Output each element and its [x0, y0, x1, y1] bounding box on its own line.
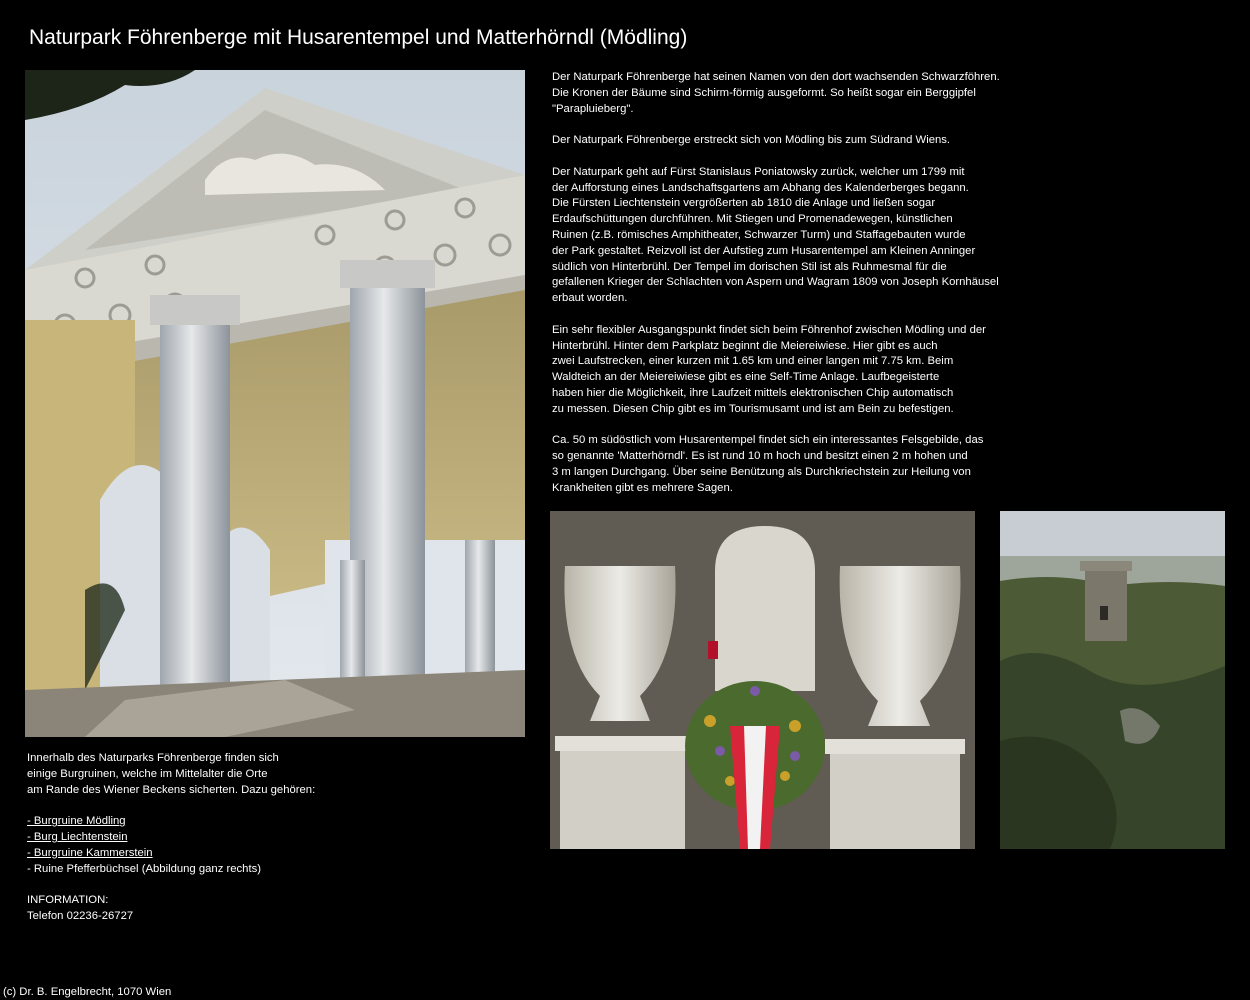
tower-photo	[1000, 511, 1225, 849]
information-label: INFORMATION:	[27, 894, 109, 907]
main-description	[552, 70, 1052, 512]
link-burgruine-kammerstein[interactable]: - Burgruine Kammerstein	[27, 846, 153, 859]
phone-number: Telefon 02236-26727	[27, 909, 134, 922]
temple-illustration	[25, 70, 525, 737]
castle-ruins-section	[27, 751, 507, 925]
page-title: Naturpark Föhrenberge mit Husarentempel und Matterhörndl (Mödling)	[29, 26, 688, 49]
castle-ruins-intro: Innerhalb des Naturparks Föhrenberge finden sich einige Burgruinen, welche im Mittelalter die Orte am Rande des Wiener Beckens sicherten. Dazu gehören:	[27, 752, 316, 796]
urns-photo	[550, 511, 975, 849]
paragraph-running-tracks: Ein sehr flexibler Ausgangspunkt findet sich beim Föhrenhof zwischen Mödling und der Hinterbrühl. Hinter dem Parkplatz beginnt die Meiereiwiese. Hier gibt es auch zwei Laufstrecken, einer kurzen mit 1.65 km und einer langen mit 7.75 km. Beim Waldteich an der Meiereiwiese gibt es eine Self-Time Anlage. Laufbegeisterte haben hier die Möglichkeit, ihre Laufzeit mittels elektronischen Chip automatisch zu messen. Diesen Chip gibt es im Tourismusamt und ist am Bein zu befestigen.	[552, 323, 986, 415]
spacer	[27, 798, 507, 814]
ruine-pfefferbuechsel-item: - Ruine Pfefferbüchsel (Abbildung ganz rechts)	[27, 862, 262, 875]
paragraph-extent: Der Naturpark Föhrenberge erstreckt sich von Mödling bis zum Südrand Wiens.	[552, 134, 951, 147]
urns-illustration	[550, 511, 975, 849]
tower-illustration	[1000, 511, 1225, 849]
paragraph-history: Der Naturpark geht auf Fürst Stanislaus Poniatowsky zurück, welcher um 1799 mit der Aufforstung eines Landschaftsgartens am Abhang des Kalenderberges begann. Die Fürsten Liechtenstein vergrößerten ab 1810 die Anlage und ließen sogar Erdaufschüttungen durchführen. Mit Stiegen und Promenadewegen, künstlichen Ruinen (z.B. römisches Amphitheater, Schwarzer Turm) und Staffagebauten wurde der Park gestaltet. Reizvoll ist der Aufstieg zum Husarentempel am Kleinen Anninger südlich von Hinterbrühl. Der Tempel im dorischen Stil ist als Ruhmesmal für die gefallenen Krieger der Schlachten von Aspern und Wagram 1809 von Joseph Kornhäusel erbaut worden.	[552, 165, 999, 305]
link-burgruine-moedling[interactable]: - Burgruine Mödling	[27, 815, 126, 828]
temple-photo	[25, 70, 525, 737]
copyright-footer: (c) Dr. B. Engelbrecht, 1070 Wien	[3, 986, 172, 998]
paragraph-name-origin: Der Naturpark Föhrenberge hat seinen Namen von den dort wachsenden Schwarzföhren. Die Kronen der Bäume sind Schirm-förmig ausgeformt. So heißt sogar ein Berggipfel "Parapluieberg".	[552, 71, 1000, 115]
spacer	[27, 877, 507, 893]
paragraph-matterhoerndl: Ca. 50 m südöstlich vom Husarentempel findet sich ein interessantes Felsgebilde, das so genannte 'Matterhörndl'. Es ist rund 10 m hoch und besitzt einen 2 m hohen und 3 m langen Durchgang. Über seine Benützung als Durchkriechstein zur Heilung von Krankheiten gibt es mehrere Sagen.	[552, 434, 984, 494]
link-burg-liechtenstein[interactable]: - Burg Liechtenstein	[27, 830, 128, 843]
